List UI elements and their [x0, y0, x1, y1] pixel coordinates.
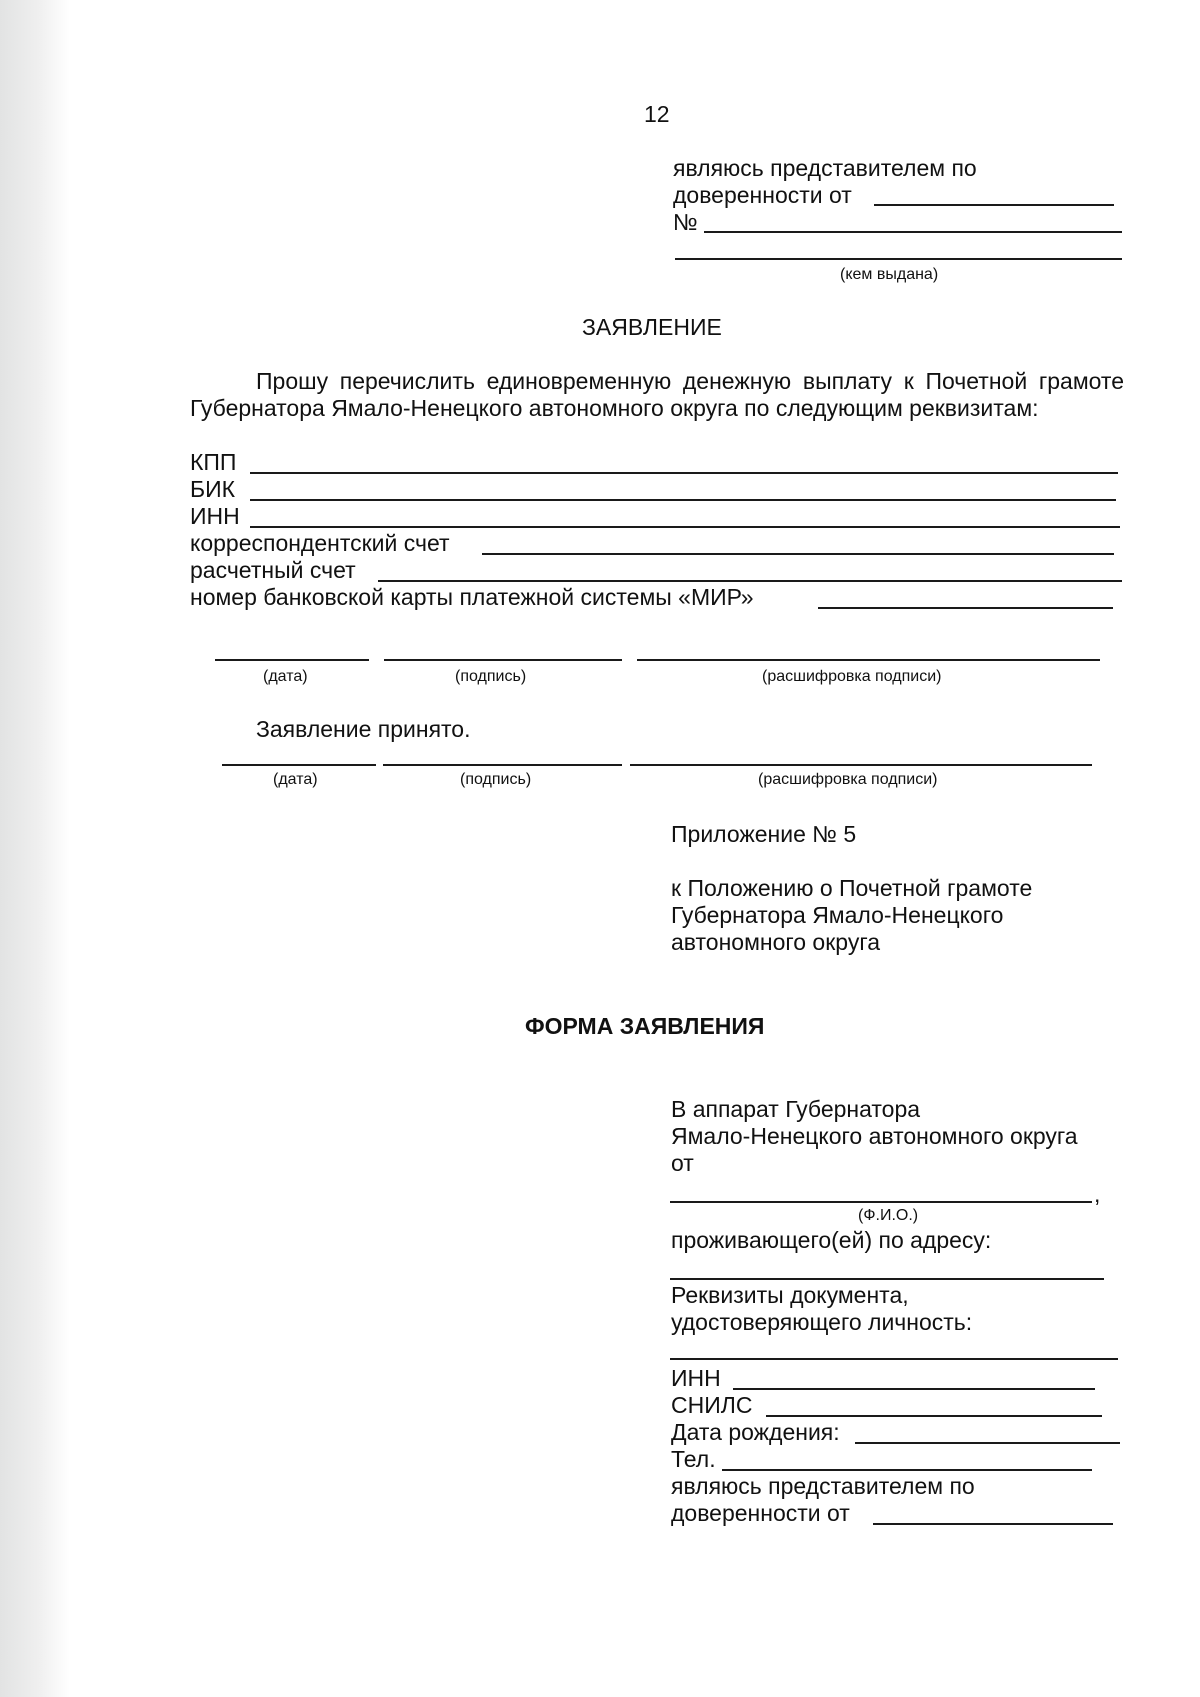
accepted-decoding-caption: (расшифровка подписи): [758, 771, 938, 788]
addressee-line-2: Ямало-Ненецкого автономного округа: [671, 1123, 1078, 1149]
issued-by-caption: (кем выдана): [840, 266, 939, 283]
birth-date-label: Дата рождения:: [671, 1419, 840, 1445]
id-document-line[interactable]: [670, 1358, 1118, 1360]
number-sign: №: [673, 209, 698, 235]
accepted-signature-line[interactable]: [383, 764, 622, 766]
scan-edge-shadow: [0, 0, 70, 1697]
addressee-line-1: В аппарат Губернатора: [671, 1096, 921, 1122]
id-document-label-2: удостоверяющего личность:: [671, 1309, 973, 1335]
phone-line[interactable]: [722, 1469, 1092, 1471]
birth-date-line[interactable]: [855, 1442, 1120, 1444]
settlement-account-label: расчетный счет: [190, 557, 356, 583]
corr-account-label: корреспондентский счет: [190, 530, 450, 556]
snils-line[interactable]: [766, 1415, 1102, 1417]
accepted-date-caption: (дата): [273, 771, 318, 788]
kpp-label: КПП: [190, 449, 237, 475]
address-line[interactable]: [670, 1278, 1104, 1280]
statement-body: [190, 368, 1124, 422]
signature-decoding-line[interactable]: [637, 659, 1100, 661]
card-number-line[interactable]: [818, 607, 1113, 609]
kpp-line[interactable]: [250, 472, 1118, 474]
settlement-account-line[interactable]: [378, 580, 1122, 582]
page-number: 12: [644, 101, 670, 127]
appendix-line-1: к Положению о Почетной грамоте: [671, 875, 1033, 901]
representative-line-1: являюсь представителем по: [673, 155, 977, 181]
id-document-label-1: Реквизиты документа,: [671, 1282, 909, 1308]
signature-line[interactable]: [384, 659, 622, 661]
snils-label: СНИЛС: [671, 1392, 753, 1418]
date-caption: (дата): [263, 668, 308, 685]
inn-line[interactable]: [250, 526, 1120, 528]
form-representative-line-1: являюсь представителем по: [671, 1473, 975, 1499]
fio-line[interactable]: [670, 1201, 1092, 1203]
form-inn-label: ИНН: [671, 1365, 721, 1391]
power-of-attorney-label: доверенности от: [673, 182, 852, 208]
power-of-attorney-number-line[interactable]: [704, 231, 1122, 233]
statement-text: Прошу перечислить единовременную денежную выплату к Почетной грамоте Губернатора Ямало-Ненецкого автономного округа по следующим реквизитам:: [190, 368, 1124, 421]
phone-label: Тел.: [671, 1446, 716, 1472]
signature-decoding-caption: (расшифровка подписи): [762, 668, 942, 685]
bik-label: БИК: [190, 476, 236, 502]
bik-line[interactable]: [250, 499, 1116, 501]
from-label: от: [671, 1150, 694, 1176]
appendix-line-2: Губернатора Ямало-Ненецкого: [671, 902, 1004, 928]
issued-by-line[interactable]: [675, 258, 1122, 260]
accepted-signature-caption: (подпись): [460, 771, 532, 788]
statement-title: ЗАЯВЛЕНИЕ: [582, 314, 722, 340]
card-number-label: номер банковской карты платежной системы «МИР»: [190, 584, 754, 610]
date-line[interactable]: [215, 659, 369, 661]
address-label: проживающего(ей) по адресу:: [671, 1227, 992, 1253]
accepted-decoding-line[interactable]: [630, 764, 1092, 766]
form-inn-line[interactable]: [733, 1388, 1095, 1390]
appendix-line-3: автономного округа: [671, 929, 880, 955]
corr-account-line[interactable]: [482, 553, 1114, 555]
inn-label: ИНН: [190, 503, 240, 529]
signature-caption: (подпись): [455, 668, 527, 685]
form-power-of-attorney-date-line[interactable]: [873, 1523, 1113, 1525]
power-of-attorney-date-line[interactable]: [874, 204, 1114, 206]
form-power-of-attorney-label: доверенности от: [671, 1500, 850, 1526]
fio-caption: (Ф.И.О.): [858, 1207, 919, 1224]
fio-comma: ,: [1094, 1181, 1101, 1207]
accepted-date-line[interactable]: [222, 764, 376, 766]
form-title: ФОРМА ЗАЯВЛЕНИЯ: [525, 1013, 765, 1039]
appendix-title: Приложение № 5: [671, 821, 857, 847]
statement-accepted: Заявление принято.: [256, 716, 471, 742]
